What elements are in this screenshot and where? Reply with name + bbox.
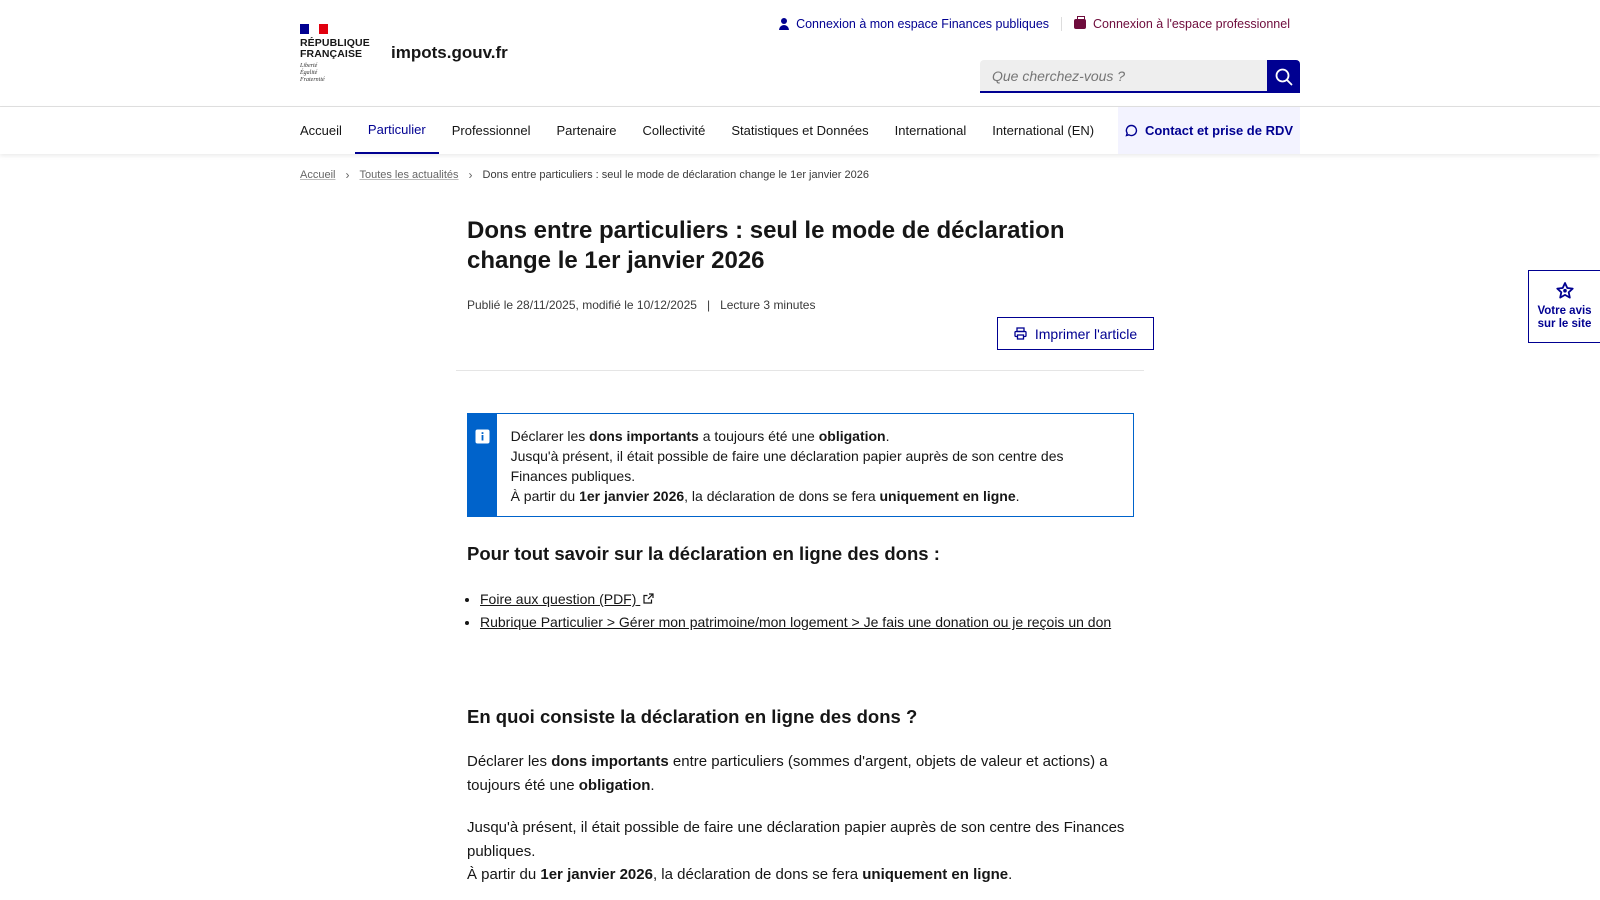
article-meta: Publié le 28/11/2025, modifié le 10/12/2025 | Lecture 3 minutes [467,298,816,312]
callout-band [468,414,497,516]
briefcase-icon [1074,19,1086,29]
section-heading-consiste: En quoi consiste la déclaration en ligne des dons ? [467,706,918,727]
nav-item-accueil[interactable]: Accueil [300,123,342,138]
chevron-right-icon: › [345,168,350,182]
breadcrumb [300,168,869,182]
breadcrumb-accueil[interactable]: Accueil [300,169,336,181]
star-icon [1556,282,1574,299]
info-callout [467,413,1134,517]
feedback-label-1: Votre avis [1537,305,1592,317]
logo-line1: RÉPUBLIQUE [300,37,370,49]
contact-rdv-button[interactable] [1118,107,1300,154]
login-particulier-link[interactable] [779,17,1049,31]
callout-text: Déclarer les dons importants a toujours été une obligation. Jusqu'à présent, il était possible de faire une déclaration papier auprès de son centre des Finances publiques. À partir du 1er janvier 2026, la déclaration de dons se fera uniquement en ligne. [510,428,1064,504]
resource-links [480,589,1120,635]
separator [1061,17,1062,31]
print-label: Imprimer l'article [1034,325,1138,342]
paragraph-1: Déclarer les dons importants entre particuliers (sommes d'argent, objets de valeur et actions) a toujours été une obligation. [467,753,1108,794]
nav-item-professionnel[interactable]: Professionnel [451,123,531,138]
search-button[interactable] [1267,60,1300,93]
paragraph-2: Jusqu'à présent, il était possible de faire une déclaration papier auprès de son centre des Finances publiques. À partir du 1er janvier 2026, la déclaration de dons se fera uniquement en ligne. [467,819,1125,883]
nav-item-international[interactable]: International [894,123,967,138]
breadcrumb-current: Dons entre particuliers : seul le mode de déclaration change le 1er janvier 2026 [482,169,869,181]
search-bar [980,60,1300,93]
list-item [480,612,1120,632]
nav-item-partenaire[interactable]: Partenaire [556,123,617,138]
nav-item-statistiques[interactable]: Statistiques et Données [731,123,869,138]
section-heading-savoir: Pour tout savoir sur la déclaration en ligne des dons : [467,543,940,564]
flag-icon [300,24,328,34]
list-item [480,589,1120,609]
search-icon [1275,68,1293,86]
nav-item-particulier[interactable]: Particulier [355,107,439,154]
chevron-right-icon: › [468,168,473,182]
print-button[interactable] [997,317,1154,350]
chat-bubble-icon [1125,124,1138,137]
page-title: Dons entre particuliers : seul le mode de déclaration change le 1er janvier 2026 [467,217,1065,274]
logo-line2: FRANÇAISE [300,48,363,60]
rubrique-donation-link[interactable]: Rubrique Particulier > Gérer mon patrimoine/mon logement > Je fais une donation ou je reçois un don [480,614,1112,630]
search-input[interactable] [980,60,1267,93]
top-links [779,17,1290,31]
faq-pdf-link[interactable]: Foire aux question (PDF) [480,591,654,607]
main-nav [0,107,1600,154]
nav-item-collectivite[interactable]: Collectivité [642,123,706,138]
devise: Liberté Égalité Fraternité [300,63,325,83]
feedback-label-2: sur le site [1537,318,1592,330]
site-name-link[interactable]: impots.gouv.fr [391,43,508,62]
nav-item-international-en[interactable]: International (EN) [992,123,1095,138]
login-particulier-label: Connexion à mon espace Finances publiques [796,17,1050,31]
login-pro-label: Connexion à l'espace professionnel [1093,17,1290,31]
info-icon [475,429,490,444]
printer-icon [1014,327,1027,340]
site-header [0,0,1600,107]
breadcrumb-actualites[interactable]: Toutes les actualités [359,169,459,181]
contact-rdv-label: Contact et prise de RDV [1144,123,1294,138]
divider [456,370,1144,371]
user-icon [779,18,789,30]
login-pro-link[interactable] [1074,17,1290,31]
feedback-button[interactable] [1528,270,1600,343]
external-link-icon [643,593,654,604]
republique-francaise-logo[interactable] [300,24,370,84]
